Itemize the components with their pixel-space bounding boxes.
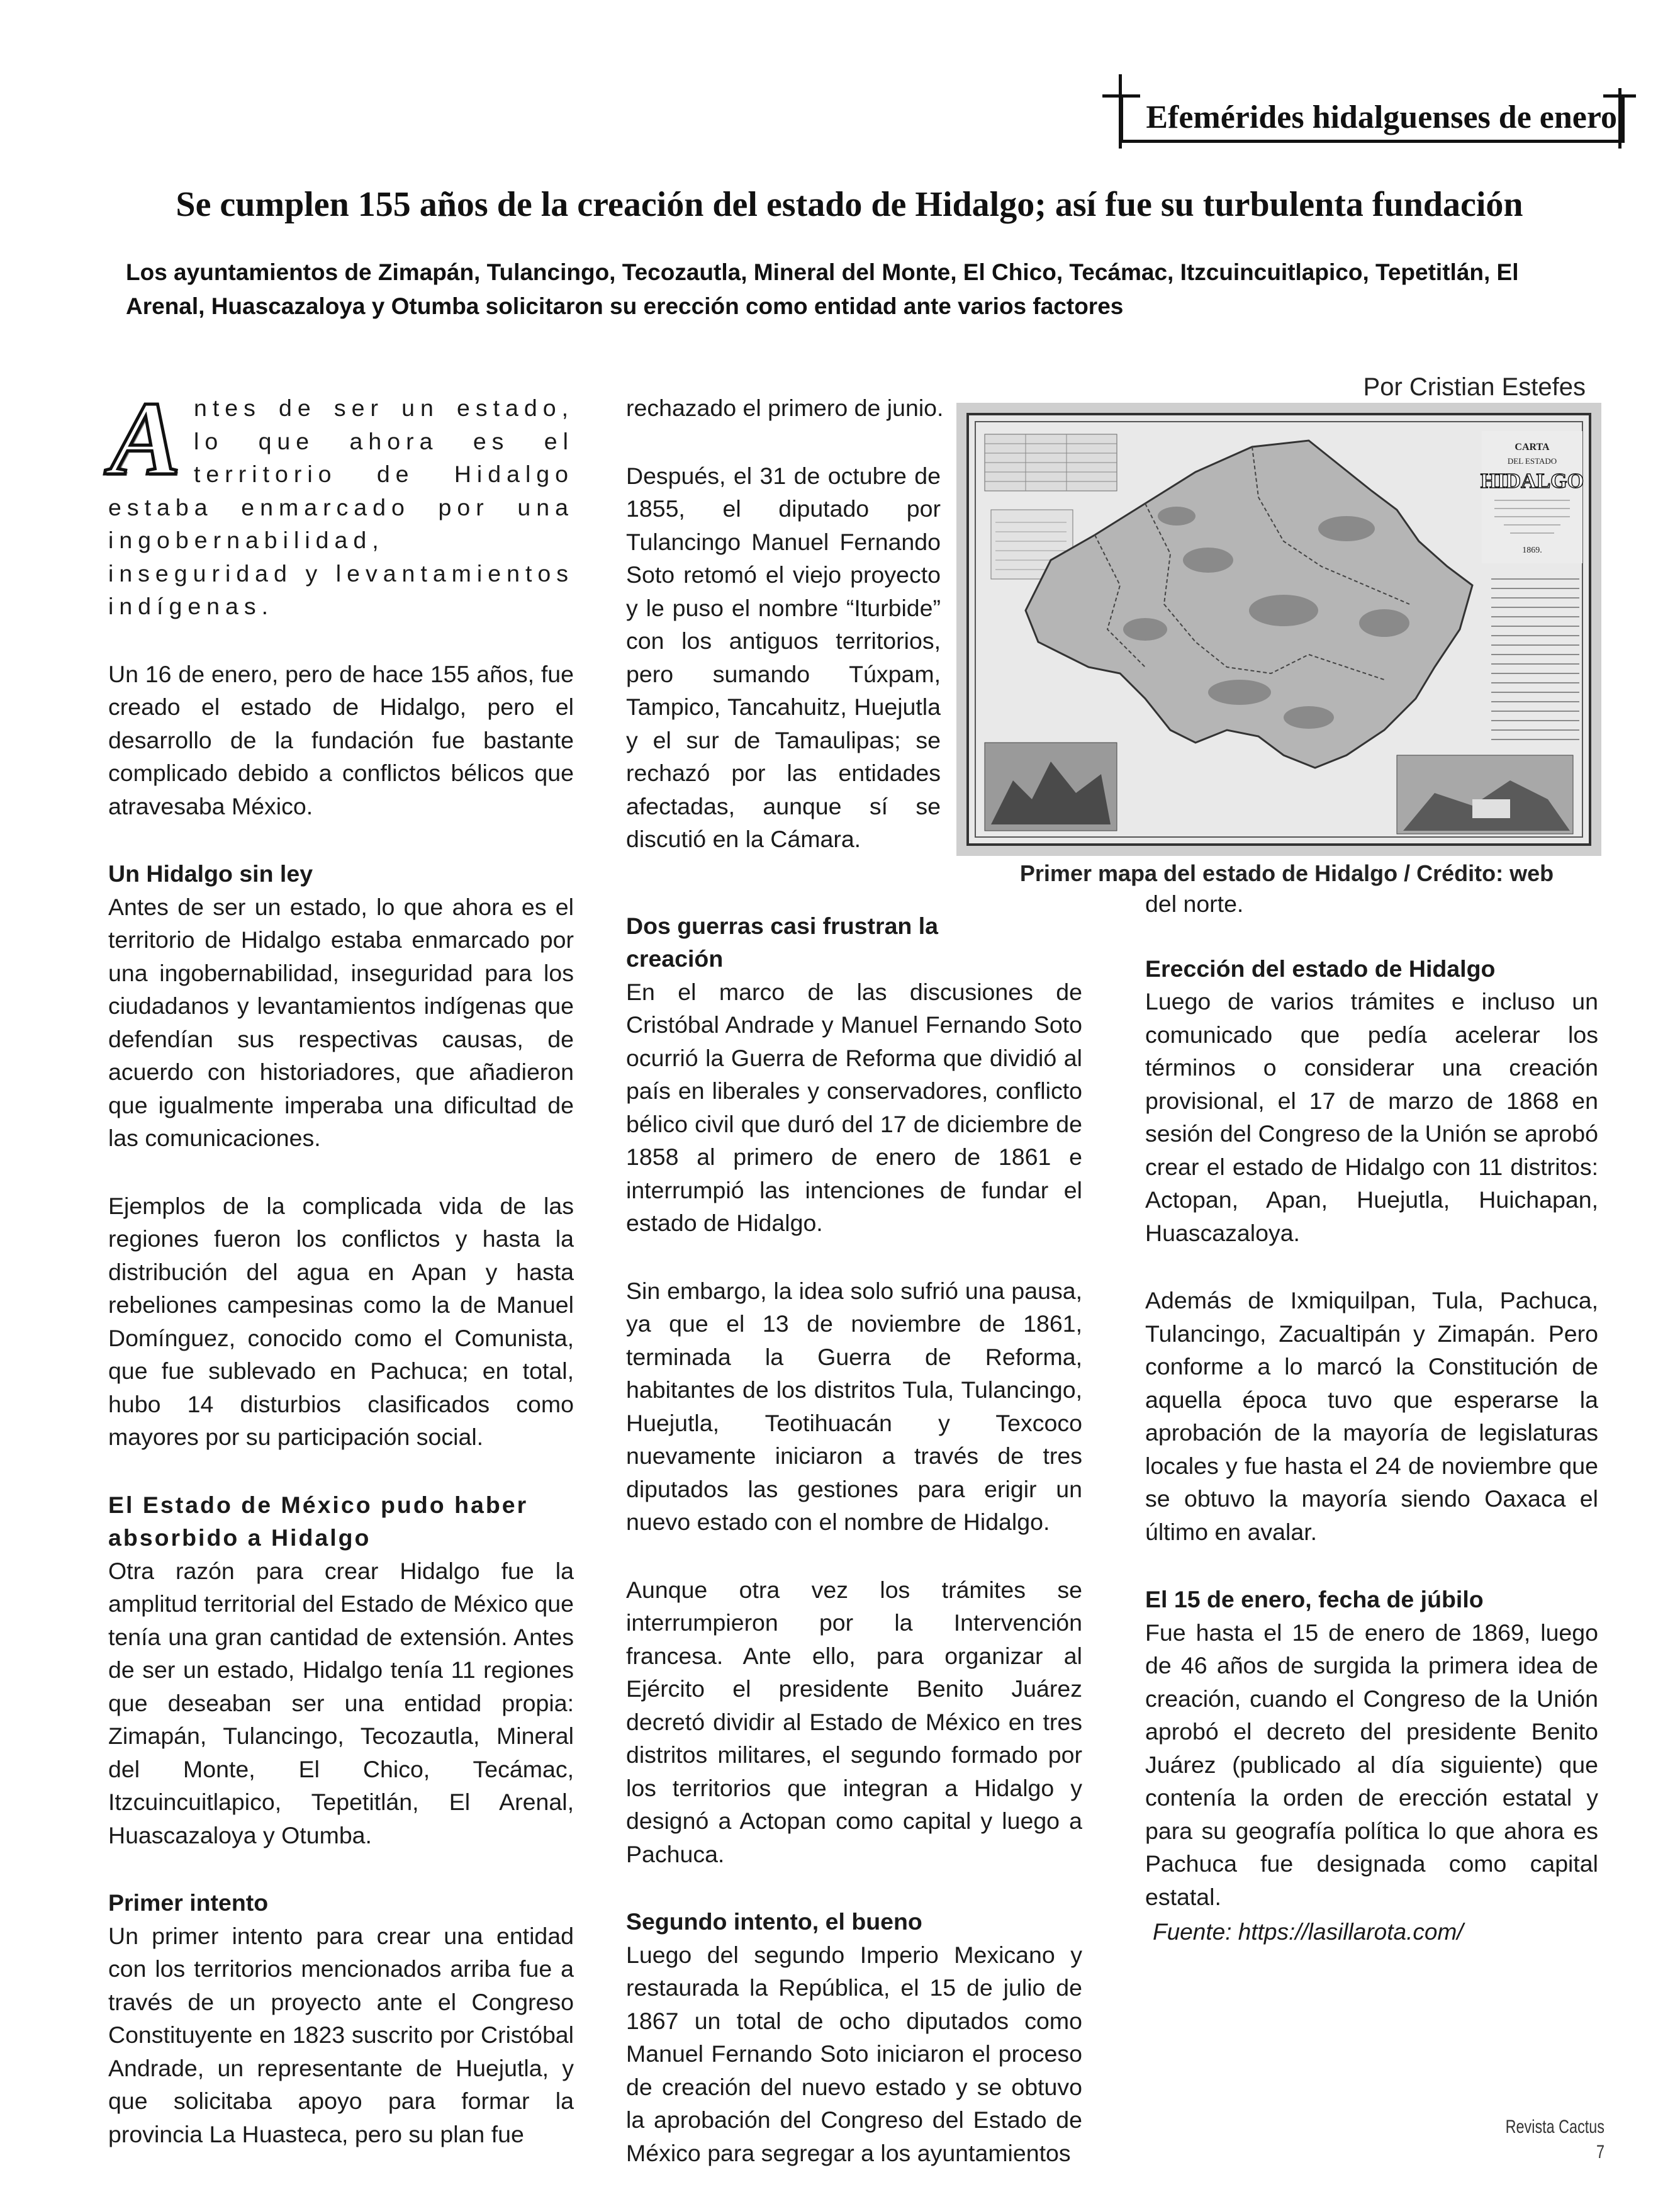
paragraph: Ejemplos de la complicada vida de las regiones fueron los conflictos y hasta la distribución del agua en Apan y hasta rebeliones campesinas como la de Manuel Domínguez, conocido como el Comunista, que fue sublevado en Pachuca; en total, hubo 14 disturbios clasificados como mayores por su participación social. bbox=[108, 1192, 574, 1450]
article-column-3 bbox=[1145, 887, 1598, 1948]
map-caption: Primer mapa del estado de Hidalgo / Crédito: web bbox=[1019, 860, 1554, 886]
map-year: 1869. bbox=[1522, 546, 1542, 555]
subheadline: Los ayuntamientos de Zimapán, Tulancingo, Tecozautla, Mineral del Monte, El Chico, Tecámac, Itzcuincuitlapico, Tepetitlán, El Arenal, Huascazaloya y Otumba solicitaron su erección como entidad ante varios factores bbox=[126, 259, 1519, 319]
section-heading: El 15 de enero, fecha de júbilo bbox=[1145, 1586, 1484, 1612]
drop-cap: A bbox=[109, 380, 181, 497]
headline: Se cumplen 155 años de la creación del estado de Hidalgo; así fue su turbulenta fundación bbox=[176, 185, 1523, 224]
byline: Por Cristian Estefes bbox=[1363, 373, 1586, 401]
section-heading: Erección del estado de Hidalgo bbox=[1145, 955, 1496, 982]
paragraph: Un 16 de enero, pero de hace 155 años, fue creado el estado de Hidalgo, pero el desarrollo de la fundación fue bastante complicado debido a conflictos bélicos que atravesaba México. bbox=[108, 660, 574, 819]
paragraph: Después, el 31 de octubre de 1855, el diputado por Tulancingo Manuel Fernando Soto retomó el viejo proyecto y le puso el nombre “Iturbide” con los antiguos territorios, pero sumando Túxpam, Tampico, Tancahuitz, Huejutla y el sur de Tamaulipas; se rechazó por las entidades afectadas, aunque sí se discutió en la Cámara. bbox=[626, 462, 941, 852]
paragraph: Además de Ixmiquilpan, Tula, Pachuca, Tulancingo, Zacualtipán y Zimapán. Pero conforme a lo marcó la Constitución de aquella época tuvo que esperarse la aprobación de la mayoría de legislaturas locales y fue hasta el 24 de noviembre que se obtuvo la mayoría siendo Oaxaca el último en avalar. bbox=[1145, 1287, 1598, 1545]
historical-map-image bbox=[956, 403, 1601, 856]
paragraph: Luego del segundo Imperio Mexicano y restaurada la República, el 15 de julio de 1867 un total de ocho diputados como Manuel Fernando Soto iniciaron el proceso de creación del nuevo estado y se obtuvo la aprobación del Congreso del Estado de México para segregar a los ayuntamientos bbox=[626, 1941, 1082, 2166]
source-credit: Fuente: https://lasillarota.com/ bbox=[1153, 1919, 1464, 1945]
section-label: Efemérides hidalguenses de enero bbox=[1146, 99, 1617, 135]
paragraph-text: ntes de ser un estado, lo que ahora es el territorio de Hidalgo estaba enmarcado por una ingobernabilidad, inseguridad y levantamientos indígenas. bbox=[108, 395, 574, 619]
paragraph: Sin embargo, la idea solo sufrió una pausa, ya que el 13 de noviembre de 1861, terminada la Guerra de Reforma, habitantes de los distritos Tula, Tulancingo, Huejutla, Teotihuacán y Texcoco nuevamente iniciaron a través de tres diputados las gestiones para erigir un nuevo estado con el nombre de Hidalgo. bbox=[626, 1277, 1082, 1535]
header-rule-left bbox=[1119, 74, 1122, 149]
map-title-mid: DEL ESTADO bbox=[1507, 456, 1557, 466]
page-footer: Revista Cactus 7 bbox=[1505, 2117, 1604, 2162]
paragraph: del norte. bbox=[1145, 891, 1244, 917]
paragraph: Fue hasta el 15 de enero de 1869, luego de 46 años de surgida la primera idea de creación, cuando el Congreso de la Unión aprobó el decreto del presidente Benito Juárez (publicado al día siguiente) que contenía la orden de erección estatal y para su geografía política lo que ahora es Pachuca fue designada como capital estatal. bbox=[1145, 1619, 1598, 1910]
section-heading: Primer intento bbox=[108, 1889, 269, 1916]
section-heading: Dos guerras casi frustran la creación bbox=[626, 912, 939, 972]
paragraph: Antes de ser un estado, lo que ahora es el territorio de Hidalgo estaba enmarcado por una ingobernabilidad, inseguridad para los ciudadanos y levantamientos indígenas que defendían sus respectivas causas, de acuerdo con historiadores, que añadieron que igualmente imperaba una dificultad de las comunicaciones. bbox=[108, 893, 574, 1151]
header-rule-right-cross bbox=[1603, 94, 1636, 98]
map-title-top: CARTA bbox=[1515, 442, 1550, 453]
header-rule-left-cross bbox=[1102, 94, 1140, 98]
section-heading: Un Hidalgo sin ley bbox=[108, 860, 313, 887]
paragraph: Aunque otra vez los trámites se interrumpieron por la Intervención francesa. Ante ello, para organizar al Ejército el presidente Benito Juárez decretó dividir al Estado de México en tres distritos militares, el segundo formado por los territorios que integran a Hidalgo y designó a Actopan como capital y luego a Pachuca. bbox=[626, 1576, 1082, 1867]
article-column-1 bbox=[108, 380, 574, 2185]
paragraph: Otra razón para crear Hidalgo fue la amplitud territorial del Estado de México que tenía una gran cantidad de extensión. Antes de ser un estado, Hidalgo tenía 11 regiones que deseaban ser una entidad propia: Zimapán, Tulancingo, Tecozautla, Mineral del Monte, El Chico, Tecámac, Itzcuincuitlapico, Tepetitlán, El Arenal, Huascazaloya y Otumba. bbox=[108, 1557, 574, 1848]
section-heading: El Estado de México pudo haber absorbido a Hidalgo bbox=[108, 1491, 529, 1551]
paragraph: Un primer intento para crear una entidad con los territorios mencionados arriba fue a través de un proyecto ante el Congreso Constituyente en 1823 suscrito por Cristóbal Andrade, un representante de Huejutla, y que solicitaba apoyo para formar la provincia La Huasteca, pero su plan fue bbox=[108, 1922, 574, 2147]
map-title-main: HIDALGO bbox=[1480, 469, 1584, 493]
paragraph: Luego de varios trámites e incluso un comunicado que pedía acelerar los términos o considerar una creación provisional, el 17 de marzo de 1868 en sesión del Congreso de la Unión se aprobó crear el estado de Hidalgo con 11 distritos: Actopan, Apan, Huejutla, Huichapan, Huascazaloya. bbox=[1145, 988, 1598, 1246]
paragraph bbox=[108, 380, 574, 623]
paragraph: En el marco de las discusiones de Cristóbal Andrade y Manuel Fernando Soto ocurrió la Guerra de Reforma que dividió al país en liberales y conservadores, conflicto bélico civil que duró del 17 de diciembre de 1858 al primero de enero de 1861 e interrumpió las intenciones de fundar el estado de Hidalgo. bbox=[626, 978, 1082, 1236]
paragraph: rechazado el primero de junio. bbox=[626, 395, 944, 421]
section-heading: Segundo intento, el bueno bbox=[626, 1908, 922, 1935]
